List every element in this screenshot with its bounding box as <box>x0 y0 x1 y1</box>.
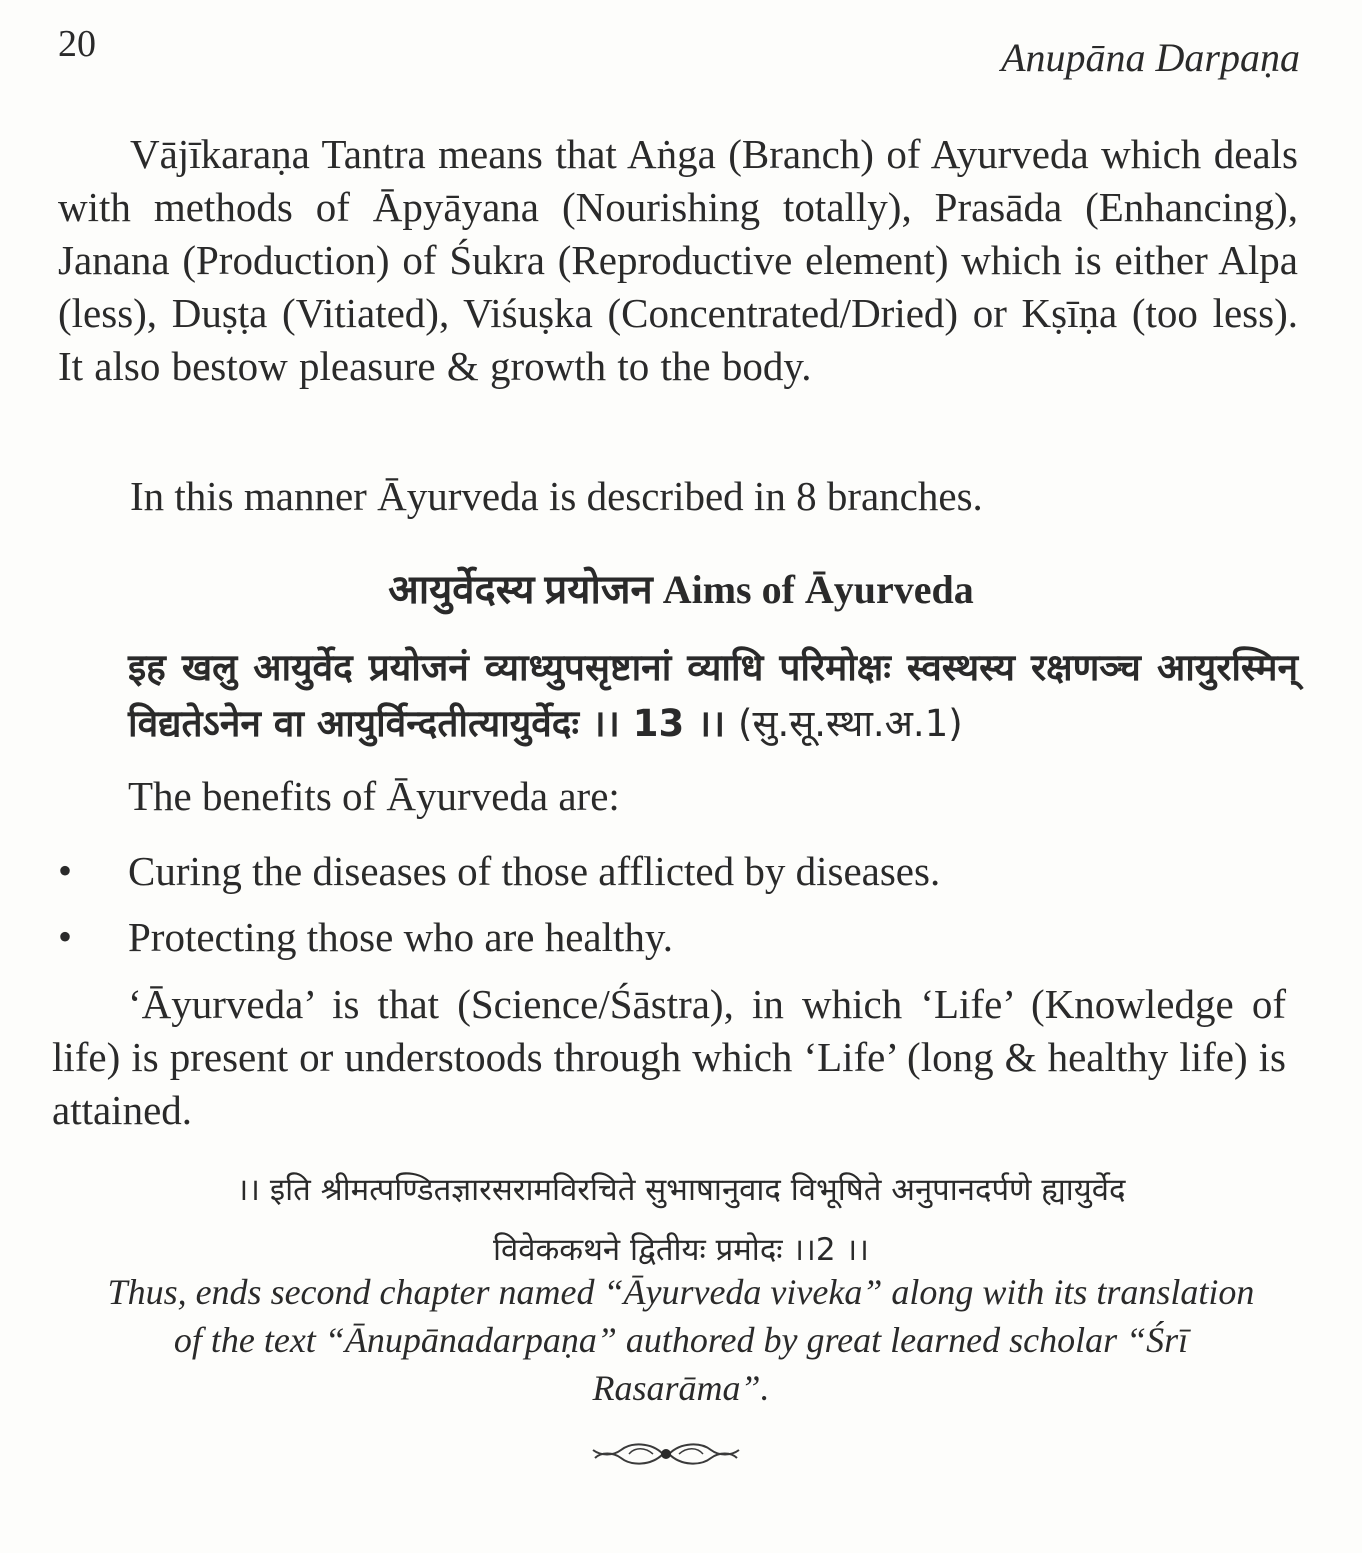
section-heading: आयुर्वेदस्य प्रयोजन Aims of Āyurveda <box>388 567 974 612</box>
running-title: Anupāna Darpaṇa <box>1001 35 1300 80</box>
sanskrit-verse <box>128 640 1298 752</box>
bullet-icon: • <box>58 848 73 893</box>
list-item <box>58 904 1298 970</box>
benefits-intro: The benefits of Āyurveda are: <box>128 773 620 819</box>
verse-text: इह खलु आयुर्वेद प्रयोजनं व्याध्युपसृष्टानां व्याधि परिमोक्षः स्वस्थस्य रक्षणञ्च आयुरस्मिन् विद्यतेऽनेन वा आयुर्विन्दतीत्यायुर्वेदः ।। 13 ।। <box>128 646 1298 745</box>
colophon-english: Thus, ends second chapter named “Āyurveda viveka” along with its translation of the text “Ānupānadarpaṇa” authored by great learned scholar “Śrī Rasarāma”. <box>107 1272 1255 1408</box>
paragraph-vajikarana: Vājīkaraṇa Tantra means that Aṅga (Branch) of Ayurveda which deals with methods of Āpyāyana (Nourishing totally), Prasāda (Enhancing), Janana (Production) of Śukra (Reproductive element) which is either Alpa (less), Duṣṭa (Vitiated), Viśuṣka (Concentrated/Dried) or Kṣīṇa (too less). It also bestow pleasure & growth to the body. <box>58 131 1298 389</box>
colophon-sanskrit-line-2: विवेककथने द्वितीयः प्रमोदः ।।2 ।। <box>493 1232 869 1268</box>
list-item-text: Protecting those who are healthy. <box>128 914 673 960</box>
list-item <box>58 838 1298 904</box>
bullet-icon: • <box>58 914 73 959</box>
paragraph-eight-branches: In this manner Āyurveda is described in 8 branches. <box>130 473 983 519</box>
page-number: 20 <box>58 23 96 65</box>
benefits-list <box>58 838 1298 970</box>
colophon-sanskrit-line-1: ।। इति श्रीमत्पण्डितज्ञारसरामविरचिते सुभाषानुवाद विभूषिते अनुपानदर्पणे ह्यायुर्वेद <box>236 1172 1126 1208</box>
colophon-sanskrit <box>60 1160 1302 1280</box>
verse-reference: (सु.सू.स्था.अ.1) <box>738 702 963 745</box>
list-item-text: Curing the diseases of those afflicted by diseases. <box>128 848 941 894</box>
paragraph-definition: ‘Āyurveda’ is that (Science/Śāstra), in which ‘Life’ (Knowledge of life) is present or understoods through which ‘Life’ (long & healthy life) is attained. <box>52 981 1286 1133</box>
ornament-divider-icon <box>591 1434 741 1474</box>
